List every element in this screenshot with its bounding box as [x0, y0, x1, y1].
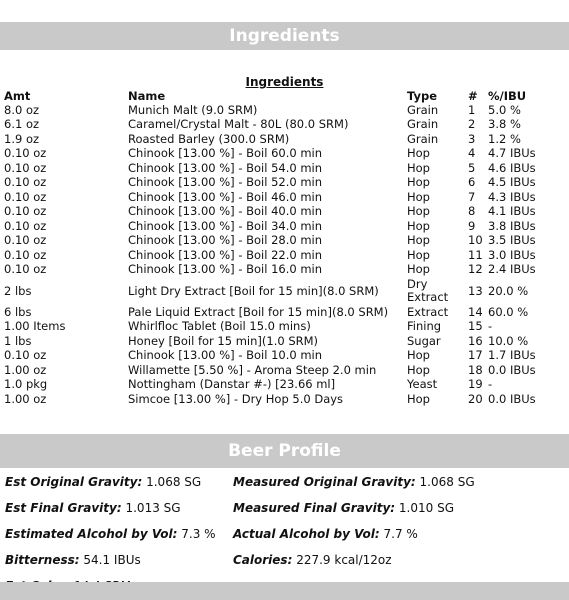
- ingredient-pct-ibu: 1.2 %: [488, 131, 521, 146]
- ingredients-section-header: [0, 22, 569, 50]
- ingredient-pct-ibu: 4.6 IBUs: [488, 160, 536, 175]
- ingredient-type: Hop: [407, 160, 430, 175]
- ingredient-name: Nottingham (Danstar #-) [23.66 ml]: [128, 377, 336, 392]
- column-header-name: Name: [128, 89, 166, 103]
- ingredient-number: 2: [468, 117, 476, 132]
- column-header-pct-ibu: %/IBU: [488, 89, 527, 103]
- ingredient-row: [4, 161, 558, 176]
- ingredient-amount: 1.00 oz: [4, 362, 47, 377]
- ingredient-type: Hop: [407, 218, 430, 233]
- profile-label: Calories:: [233, 553, 293, 567]
- ingredient-name: Roasted Barley (300.0 SRM): [128, 131, 290, 146]
- ingredient-row: [4, 132, 558, 147]
- ingredient-name: Chinook [13.00 %] - Boil 60.0 min: [128, 146, 323, 161]
- ingredient-name: Light Dry Extract [Boil for 15 min](8.0 SRM): [128, 283, 379, 298]
- next-section-header: [0, 582, 569, 600]
- ingredient-number: 20: [468, 391, 483, 406]
- ingredient-name: Whirlfloc Tablet (Boil 15.0 mins): [128, 319, 311, 334]
- ingredient-pct-ibu: 10.0 %: [488, 333, 529, 348]
- profile-measured-final-gravity: [233, 495, 454, 521]
- ingredient-name: Willamette [5.50 %] - Aroma Steep 2.0 min: [128, 362, 377, 377]
- ingredient-type: Hop: [407, 362, 430, 377]
- ingredient-amount: 1.0 pkg: [4, 377, 48, 392]
- ingredient-type: Hop: [407, 175, 430, 190]
- ingredient-number: 6: [468, 175, 476, 190]
- ingredient-amount: 0.10 oz: [4, 189, 47, 204]
- ingredient-row: [4, 118, 558, 133]
- ingredients-table: [4, 89, 558, 407]
- profile-value: 1.068 SG: [419, 475, 475, 489]
- ingredient-name: Chinook [13.00 %] - Boil 28.0 min: [128, 233, 323, 248]
- ingredient-type: Hop: [407, 262, 430, 277]
- ingredient-row: [4, 305, 558, 320]
- ingredient-pct-ibu: 20.0 %: [488, 283, 529, 298]
- ingredient-pct-ibu: 4.1 IBUs: [488, 204, 536, 219]
- ingredient-number: 18: [468, 362, 483, 377]
- ingredient-row: [4, 205, 558, 220]
- profile-row: [5, 521, 565, 547]
- ingredient-number: 13: [468, 283, 483, 298]
- ingredient-name: Caramel/Crystal Malt - 80L (80.0 SRM): [128, 117, 349, 132]
- ingredient-row: [4, 190, 558, 205]
- beer-profile-section-header: [0, 434, 569, 468]
- ingredient-type: Sugar: [407, 333, 441, 348]
- ingredient-amount: 6 lbs: [4, 304, 32, 319]
- ingredient-pct-ibu: 3.0 IBUs: [488, 247, 536, 262]
- ingredient-type: Yeast: [407, 377, 438, 392]
- profile-value: 1.010 SG: [398, 501, 455, 515]
- profile-value: 227.9 kcal/12oz: [296, 553, 392, 567]
- ingredient-amount: 1 lbs: [4, 333, 32, 348]
- ingredient-name: Chinook [13.00 %] - Boil 52.0 min: [128, 175, 323, 190]
- ingredient-name: Honey [Boil for 15 min](1.0 SRM): [128, 333, 319, 348]
- profile-label: Est Final Gravity:: [5, 501, 122, 515]
- ingredient-row: [4, 320, 558, 335]
- ingredient-amount: 1.00 oz: [4, 391, 47, 406]
- ingredient-number: 11: [468, 247, 483, 262]
- ingredient-number: 4: [468, 146, 476, 161]
- ingredients-table-caption: Ingredients: [245, 75, 324, 89]
- ingredient-name: Chinook [13.00 %] - Boil 40.0 min: [128, 204, 323, 219]
- ingredient-amount: 0.10 oz: [4, 233, 47, 248]
- ingredient-amount: 8.0 oz: [4, 102, 40, 117]
- profile-label: Est Original Gravity:: [5, 475, 143, 489]
- profile-value: 7.3 %: [181, 527, 216, 541]
- ingredient-type: Hop: [407, 348, 430, 363]
- ingredient-number: 10: [468, 233, 483, 248]
- ingredient-number: 8: [468, 204, 476, 219]
- ingredient-amount: 0.10 oz: [4, 348, 47, 363]
- ingredient-row: [4, 263, 558, 278]
- ingredient-amount: 0.10 oz: [4, 204, 47, 219]
- ingredient-row: [4, 277, 558, 305]
- ingredient-type: Hop: [407, 189, 430, 204]
- profile-measured-original-gravity: [233, 469, 475, 495]
- beer-profile: [5, 469, 565, 599]
- ingredient-name: Pale Liquid Extract [Boil for 15 min](8.0 SRM): [128, 304, 389, 319]
- ingredient-name: Chinook [13.00 %] - Boil 16.0 min: [128, 262, 323, 277]
- profile-label: Measured Original Gravity:: [233, 475, 416, 489]
- profile-value: 54.1 IBUs: [83, 553, 141, 567]
- profile-label: Actual Alcohol by Vol:: [233, 527, 380, 541]
- ingredient-pct-ibu: 0.0 IBUs: [488, 391, 536, 406]
- ingredient-row: [4, 392, 558, 407]
- ingredient-number: 19: [468, 377, 483, 392]
- ingredient-name: Chinook [13.00 %] - Boil 34.0 min: [128, 218, 323, 233]
- ingredient-type: Grain: [407, 102, 439, 117]
- ingredient-number: 15: [468, 319, 483, 334]
- ingredient-amount: 2 lbs: [4, 283, 32, 298]
- ingredient-name: Simcoe [13.00 %] - Dry Hop 5.0 Days: [128, 391, 344, 406]
- ingredient-number: 7: [468, 189, 476, 204]
- profile-est-original-gravity: [5, 469, 201, 495]
- ingredient-type: Fining: [407, 319, 442, 334]
- ingredient-type: Hop: [407, 247, 430, 262]
- ingredient-amount: 0.10 oz: [4, 175, 47, 190]
- beer-profile-section-title: Beer Profile: [228, 441, 341, 461]
- profile-label: Bitterness:: [5, 553, 80, 567]
- ingredient-number: 16: [468, 333, 483, 348]
- profile-row: [5, 495, 565, 521]
- column-header-type: Type: [407, 89, 438, 103]
- ingredient-number: 1: [468, 102, 476, 117]
- ingredient-amount: 0.10 oz: [4, 218, 47, 233]
- ingredient-row: [4, 349, 558, 364]
- ingredient-amount: 0.10 oz: [4, 146, 47, 161]
- ingredient-type: Hop: [407, 204, 430, 219]
- ingredient-pct-ibu: 4.3 IBUs: [488, 189, 536, 204]
- profile-bitterness: [5, 547, 141, 573]
- ingredient-amount: 0.10 oz: [4, 262, 47, 277]
- ingredient-row: [4, 219, 558, 234]
- ingredient-number: 5: [468, 160, 476, 175]
- ingredient-pct-ibu: 1.7 IBUs: [488, 348, 536, 363]
- ingredient-number: 9: [468, 218, 476, 233]
- ingredient-type: Hop: [407, 391, 430, 406]
- ingredient-amount: 0.10 oz: [4, 160, 47, 175]
- ingredient-number: 17: [468, 348, 483, 363]
- ingredient-pct-ibu: 0.0 IBUs: [488, 362, 536, 377]
- ingredient-name: Munich Malt (9.0 SRM): [128, 102, 258, 117]
- ingredients-section-title: Ingredients: [229, 26, 340, 46]
- column-header-number: #: [468, 89, 478, 103]
- ingredient-number: 14: [468, 304, 483, 319]
- profile-label: Measured Final Gravity:: [233, 501, 396, 515]
- ingredient-pct-ibu: 4.5 IBUs: [488, 175, 536, 190]
- ingredient-pct-ibu: 2.4 IBUs: [488, 262, 536, 277]
- ingredient-type: Dry Extract: [407, 277, 449, 304]
- profile-value: 7.7 %: [383, 527, 418, 541]
- profile-actual-alcohol-by-vol: [233, 521, 418, 547]
- ingredient-row: [4, 378, 558, 393]
- profile-est-final-gravity: [5, 495, 181, 521]
- ingredient-number: 12: [468, 262, 483, 277]
- ingredient-type: Grain: [407, 131, 439, 146]
- column-header-amt: Amt: [4, 89, 31, 103]
- ingredient-amount: 1.00 Items: [4, 319, 66, 334]
- ingredient-number: 3: [468, 131, 476, 146]
- ingredient-row: [4, 176, 558, 191]
- ingredient-name: Chinook [13.00 %] - Boil 10.0 min: [128, 348, 323, 363]
- ingredient-type: Extract: [407, 304, 449, 319]
- profile-value: 1.013 SG: [125, 501, 181, 515]
- profile-row: [5, 547, 565, 573]
- profile-calories: [233, 547, 392, 573]
- profile-label: Estimated Alcohol by Vol:: [5, 527, 178, 541]
- ingredient-amount: 1.9 oz: [4, 131, 40, 146]
- ingredient-type: Grain: [407, 117, 439, 132]
- ingredient-type: Hop: [407, 146, 430, 161]
- ingredient-pct-ibu: 5.0 %: [488, 102, 521, 117]
- ingredient-row: [4, 103, 558, 118]
- ingredient-row: [4, 234, 558, 249]
- ingredient-name: Chinook [13.00 %] - Boil 46.0 min: [128, 189, 323, 204]
- ingredient-pct-ibu: 3.5 IBUs: [488, 233, 536, 248]
- ingredient-row: [4, 334, 558, 349]
- profile-estimated-alcohol-by-vol: [5, 521, 216, 547]
- ingredient-amount: 0.10 oz: [4, 247, 47, 262]
- ingredient-pct-ibu: -: [488, 319, 493, 334]
- ingredient-amount: 6.1 oz: [4, 117, 40, 132]
- ingredient-name: Chinook [13.00 %] - Boil 54.0 min: [128, 160, 323, 175]
- profile-value: 1.068 SG: [146, 475, 202, 489]
- ingredient-pct-ibu: 3.8 %: [488, 117, 521, 132]
- ingredients-header-row: [4, 89, 558, 103]
- ingredient-pct-ibu: 3.8 IBUs: [488, 218, 536, 233]
- ingredient-row: [4, 147, 558, 162]
- ingredient-pct-ibu: 60.0 %: [488, 304, 529, 319]
- ingredient-pct-ibu: 4.7 IBUs: [488, 146, 536, 161]
- ingredient-pct-ibu: -: [488, 377, 493, 392]
- profile-row: [5, 469, 565, 495]
- ingredient-row: [4, 363, 558, 378]
- ingredient-row: [4, 248, 558, 263]
- ingredient-type: Hop: [407, 233, 430, 248]
- ingredient-name: Chinook [13.00 %] - Boil 22.0 min: [128, 247, 323, 262]
